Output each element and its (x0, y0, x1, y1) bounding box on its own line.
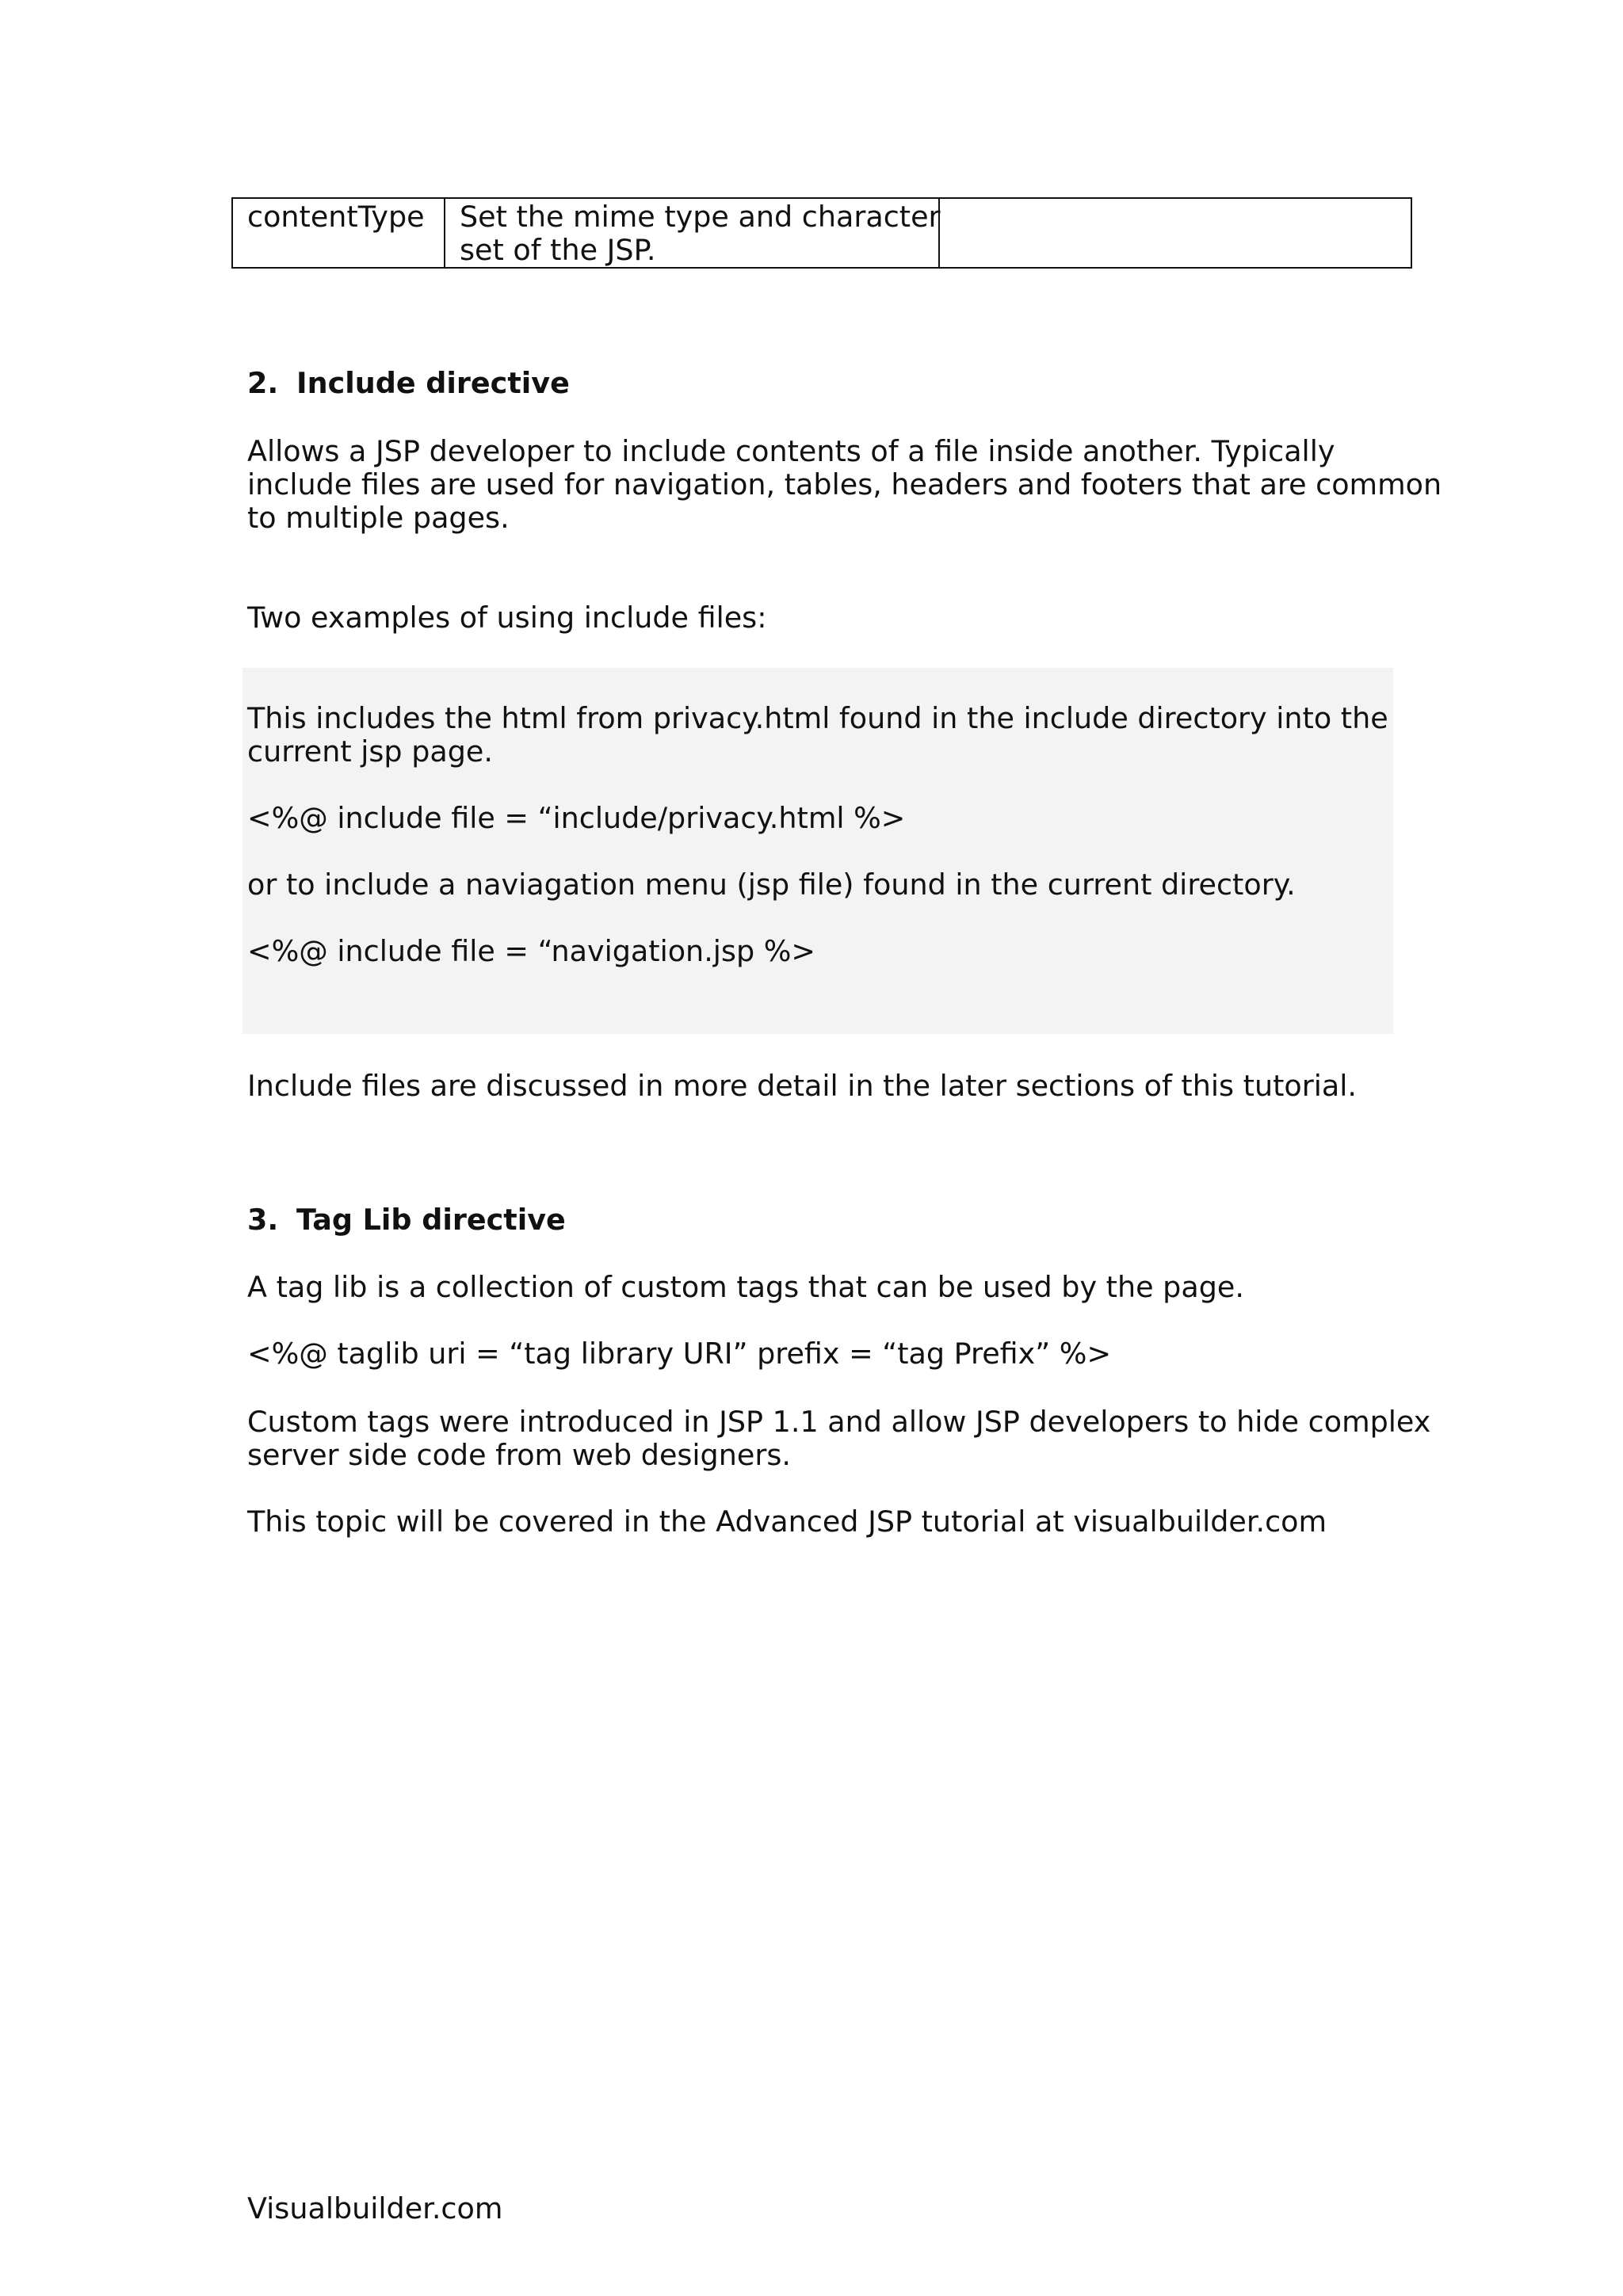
paragraph-line: This includes the html from privacy.html found in the include directory into the (247, 701, 1388, 735)
section-heading-include (247, 367, 570, 400)
section-number: 3. (247, 1203, 279, 1237)
code-include-navigation: <%@ include file = “navigation.jsp %> (247, 934, 815, 968)
code-taglib: <%@ taglib uri = “tag library URI” prefix = “tag Prefix” %> (247, 1337, 1112, 1371)
attribute-name: contentType (247, 200, 425, 234)
paragraph-line: include files are used for navigation, tables, headers and footers that are common (247, 467, 1442, 502)
section-title: Include directive (296, 366, 570, 400)
section-number: 2. (247, 366, 279, 400)
directive-attributes-table (231, 197, 1412, 269)
description-line: set of the JSP. (460, 233, 656, 267)
include-outro: Include files are discussed in more detail in the later sections of this tutorial. (247, 1069, 1357, 1103)
taglib-intro: A tag lib is a collection of custom tags that can be used by the page. (247, 1270, 1244, 1304)
taglib-note: This topic will be covered in the Advanced JSP tutorial at visualbuilder.com (247, 1505, 1327, 1539)
examples-lead: Two examples of using include files: (247, 601, 767, 635)
page-footer: Visualbuilder.com (247, 2191, 503, 2225)
paragraph-line: current jsp page. (247, 734, 493, 769)
table-row (232, 198, 1411, 268)
section-title: Tag Lib directive (296, 1203, 566, 1237)
code-include-privacy: <%@ include file = “include/privacy.html %> (247, 801, 906, 835)
example-desc-2: or to include a naviagation menu (jsp file) found in the current directory. (247, 868, 1296, 902)
paragraph-line: to multiple pages. (247, 501, 510, 535)
paragraph-line: Custom tags were introduced in JSP 1.1 and allow JSP developers to hide complex (247, 1405, 1431, 1439)
table-cell-extra (939, 198, 1411, 268)
paragraph-line: server side code from web designers. (247, 1438, 791, 1472)
paragraph-line: Allows a JSP developer to include contents of a file inside another. Typically (247, 434, 1335, 468)
taglib-custom-paragraph (247, 1405, 1431, 1472)
table-cell-attribute (232, 198, 445, 268)
description-line: Set the mime type and character (460, 200, 941, 234)
include-intro-paragraph (247, 434, 1442, 535)
section-heading-taglib (247, 1203, 566, 1237)
example-desc-1 (247, 702, 1404, 769)
table-cell-description (445, 198, 939, 268)
